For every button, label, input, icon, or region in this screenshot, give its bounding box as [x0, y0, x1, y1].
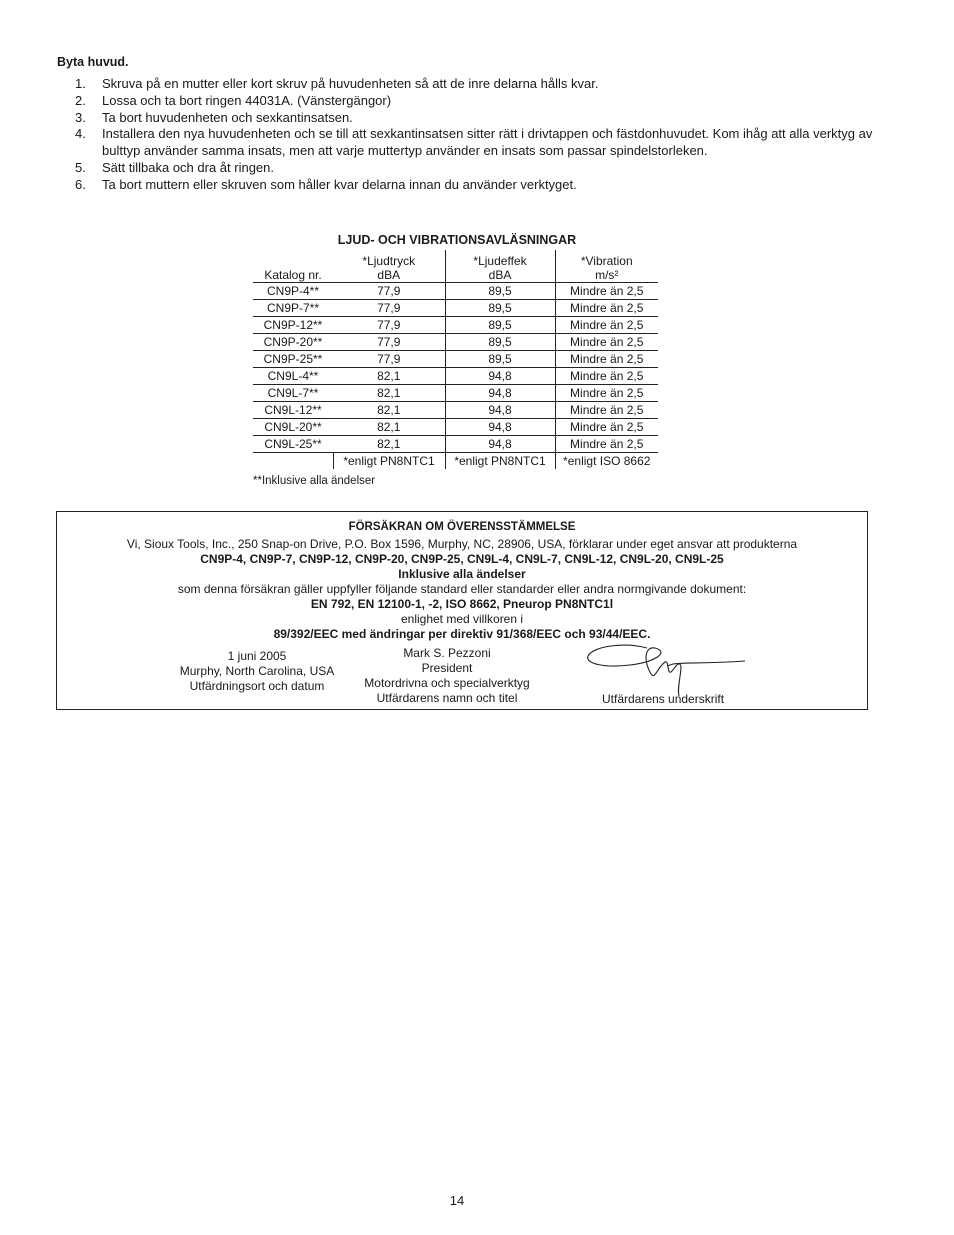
table-cell: 77,9	[333, 283, 445, 300]
table-cell: Mindre än 2,5	[555, 351, 658, 368]
footer-cell: *enligt PN8NTC1	[445, 453, 555, 470]
signature-label: Utfärdarens underskrift	[602, 692, 725, 706]
list-item	[57, 177, 877, 194]
declaration-conditions-intro: enlighet med villkoren i	[400, 612, 524, 626]
list-item	[57, 93, 877, 110]
table-cell: Mindre än 2,5	[555, 385, 658, 402]
declaration-products-note: Inklusive alla ändelser	[398, 567, 526, 581]
list-item	[57, 160, 877, 177]
declaration-products: CN9P-4, CN9P-7, CN9P-12, CN9P-20, CN9P-25, CN9L-4, CN9L-7, CN9L-12, CN9L-20, CN9L-25	[200, 552, 724, 566]
table-cell: 89,5	[445, 300, 555, 317]
declaration-standards: EN 792, EN 12100-1, -2, ISO 8662, Pneurop PN8NTC1l	[310, 597, 614, 611]
step-number: 4.	[75, 126, 86, 142]
table-title: LJUD- OCH VIBRATIONSAVLÄSNINGAR	[337, 233, 577, 247]
table-cell: 77,9	[333, 334, 445, 351]
footer-cell: *enligt ISO 8662	[555, 453, 658, 470]
declaration-intro: Vi, Sioux Tools, Inc., 250 Snap-on Drive, P.O. Box 1596, Murphy, NC, 28906, USA, förklarar under eget ansvar att produkterna	[126, 537, 798, 551]
table-cell: 89,5	[445, 351, 555, 368]
issuer-label: Utfärdarens namn och titel	[376, 691, 518, 705]
table-row	[253, 317, 658, 334]
table-cell: Mindre än 2,5	[555, 317, 658, 334]
instruction-list	[57, 76, 877, 194]
table-cell: 94,8	[445, 402, 555, 419]
table-cell: 94,8	[445, 419, 555, 436]
section-title: Byta huvud.	[57, 55, 129, 69]
step-text: Installera den nya huvudenheten och se till att sexkantinsatsen sitter rätt i drivtappen och fästdonhuvudet. Kom ihåg att alla verktyg av bulttyp använder samma insats, men att varje muttertyp använder en insats som passar spindelstorleken.	[102, 126, 873, 159]
table-cell: Mindre än 2,5	[555, 334, 658, 351]
table-row	[253, 385, 658, 402]
table-cell: 77,9	[333, 300, 445, 317]
table-row	[253, 334, 658, 351]
table-cell: Mindre än 2,5	[555, 368, 658, 385]
table-row	[253, 402, 658, 419]
issuer-department: Motordrivna och specialverktyg	[364, 676, 530, 690]
footer-cell: *enligt PN8NTC1	[333, 453, 445, 470]
page-number: 14	[449, 1193, 465, 1208]
step-number: 2.	[75, 92, 86, 108]
table-cell: Mindre än 2,5	[555, 283, 658, 300]
table-cell: CN9L-12**	[253, 402, 333, 419]
table-cell: 89,5	[445, 283, 555, 300]
step-text: Skruva på en mutter eller kort skruv på huvudenheten så att de inre delarna hålls kvar.	[102, 76, 599, 91]
header-sound-power: *Ljudeffek dBA	[445, 250, 555, 283]
table-header-row	[253, 250, 658, 283]
table-row	[253, 419, 658, 436]
table-cell: Mindre än 2,5	[555, 300, 658, 317]
table-cell: CN9L-20**	[253, 419, 333, 436]
table-cell: CN9P-25**	[253, 351, 333, 368]
header-vibration: *Vibration m/s²	[580, 254, 633, 282]
step-number: 6.	[75, 176, 86, 192]
table-cell: CN9P-12**	[253, 317, 333, 334]
header-sound-pressure: *Ljudtryck dBA	[333, 250, 445, 283]
table-cell: 94,8	[445, 368, 555, 385]
table-cell: 82,1	[333, 368, 445, 385]
issuer-title: President	[421, 661, 473, 675]
signature-image	[585, 640, 750, 700]
issuer-name: Mark S. Pezzoni	[403, 646, 491, 660]
table-cell: 82,1	[333, 402, 445, 419]
table-cell: 89,5	[445, 334, 555, 351]
table-cell: CN9L-4**	[253, 368, 333, 385]
list-item	[57, 110, 877, 127]
place-date-label: Utfärdningsort och datum	[189, 679, 325, 693]
step-text: Ta bort huvudenheten och sexkantinsatsen.	[102, 109, 353, 125]
table-cell: 82,1	[333, 436, 445, 453]
declaration-directive: 89/392/EEC med ändringar per direktiv 91/368/EEC och 93/44/EEC.	[273, 627, 651, 641]
step-text: Sätt tillbaka och dra åt ringen.	[102, 159, 274, 175]
table-cell: CN9P-20**	[253, 334, 333, 351]
place-date-block	[167, 649, 347, 694]
table-cell: 77,9	[333, 351, 445, 368]
table-cell: CN9P-7**	[253, 300, 333, 317]
table-cell: Mindre än 2,5	[555, 419, 658, 436]
table-footer-row	[253, 453, 658, 470]
table-cell: 89,5	[445, 317, 555, 334]
footer-cell	[253, 453, 333, 470]
table-cell: CN9L-7**	[253, 385, 333, 402]
step-number: 1.	[75, 76, 86, 91]
issuer-block	[347, 646, 547, 706]
table-cell: 82,1	[333, 385, 445, 402]
noise-vibration-table	[253, 250, 658, 469]
table-row	[253, 283, 658, 300]
declaration-standards-intro: som denna försäkran gäller uppfyller följande standard eller standarder eller andra normgivande dokument:	[177, 582, 747, 596]
issue-location: Murphy, North Carolina, USA	[179, 664, 335, 678]
step-number: 5.	[75, 159, 86, 175]
table-cell: 77,9	[333, 317, 445, 334]
table-row	[253, 351, 658, 368]
header-catalog: Katalog nr.	[264, 268, 322, 282]
table-cell: Mindre än 2,5	[555, 436, 658, 453]
declaration-title: FÖRSÄKRAN OM ÖVERENSSTÄMMELSE	[348, 521, 576, 533]
table-cell: 94,8	[445, 436, 555, 453]
table-footnote: **Inklusive alla ändelser	[253, 475, 376, 487]
step-text: Ta bort muttern eller skruven som håller kvar delarna innan du använder verktyget.	[102, 176, 577, 192]
step-number: 3.	[75, 109, 86, 125]
step-text: Lossa och ta bort ringen 44031A. (Vänstergängor)	[102, 92, 392, 108]
table-row	[253, 368, 658, 385]
list-item	[57, 76, 877, 93]
issue-date: 1 juni 2005	[227, 649, 287, 663]
table-cell: Mindre än 2,5	[555, 402, 658, 419]
list-item	[57, 126, 877, 160]
declaration-box	[56, 511, 868, 710]
table-cell: CN9P-4**	[253, 283, 333, 300]
table-cell: CN9L-25**	[253, 436, 333, 453]
table-row	[253, 300, 658, 317]
table-cell: 82,1	[333, 419, 445, 436]
table-row	[253, 436, 658, 453]
table-cell: 94,8	[445, 385, 555, 402]
